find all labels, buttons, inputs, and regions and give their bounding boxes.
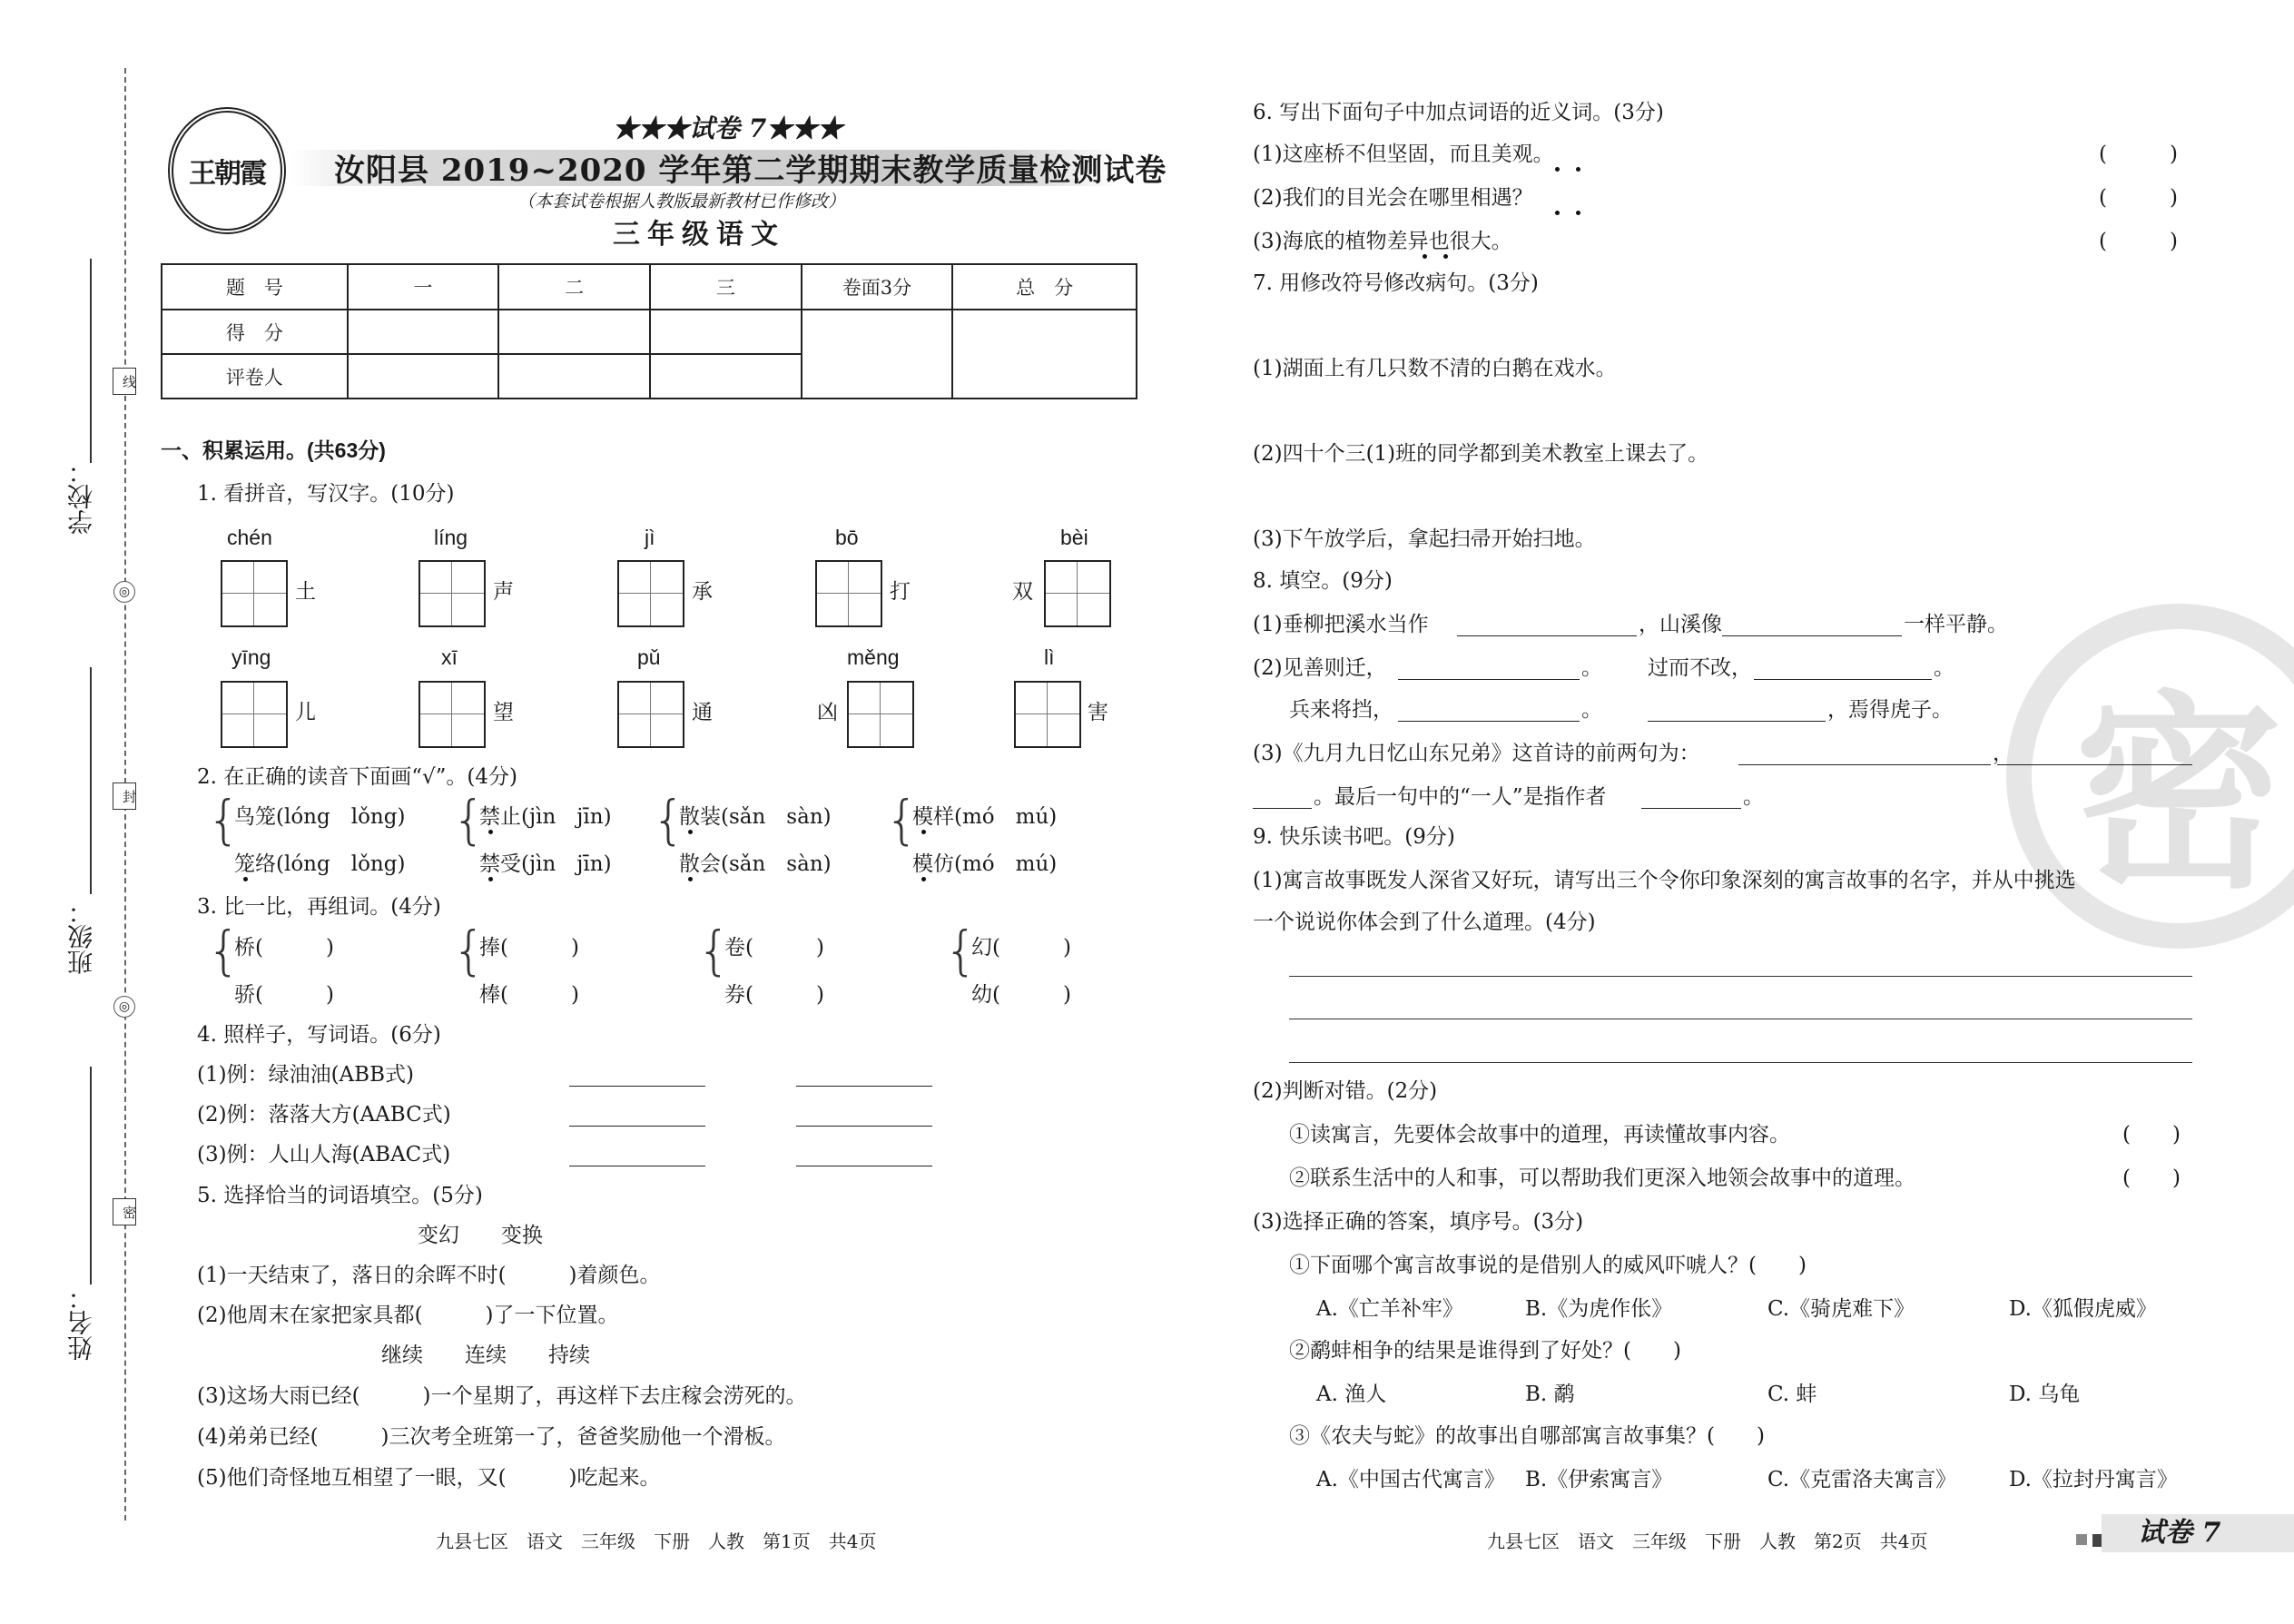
brace: { — [652, 789, 685, 851]
compare-item[interactable]: 桥( ) — [234, 936, 334, 960]
given-char: 声 — [493, 580, 514, 604]
question-9: 9. 快乐读书吧。(9分) — [1253, 825, 1455, 849]
given-char: 双 — [1012, 580, 1033, 604]
binding-mark-line: 线 — [113, 368, 136, 395]
compare-item[interactable]: 幻( ) — [971, 936, 1071, 960]
answer-blank[interactable] — [1398, 679, 1580, 680]
sick-sentence[interactable]: (3)下午放学后，拿起扫帚开始扫地。 — [1253, 527, 1596, 551]
example-item: (1)例：绿油油(ABB式) — [197, 1063, 414, 1087]
class-underline[interactable] — [90, 667, 92, 894]
binding-mark-secret: 密 — [113, 1198, 136, 1225]
sick-sentence[interactable]: (2)四十个三(1)班的同学都到美术教室上课去了。 — [1253, 442, 1709, 466]
pinyin: lì — [1044, 645, 1055, 669]
fill-text: 。 — [1581, 656, 1602, 680]
fill-text: 一样平静。 — [1904, 613, 2008, 636]
compare-item[interactable]: 骄( ) — [234, 983, 334, 1007]
fill-sentence[interactable]: (4)弟弟已经( )三次考全班第一了，爸爸奖励他一个滑板。 — [197, 1425, 786, 1449]
pinyin: pǔ — [637, 645, 661, 669]
question-1: 1. 看拼音，写汉字。(10分) — [197, 482, 455, 506]
score-cell[interactable] — [650, 310, 802, 354]
paper-series-tag: 试卷 7 — [2102, 1514, 2294, 1552]
fill-sentence[interactable]: (3)这场大雨已经( )一个星期了，再这样下去庄稼会涝死的。 — [197, 1384, 807, 1408]
given-char: 凶 — [817, 701, 838, 724]
name-label: 姓名： — [66, 1284, 96, 1361]
mc-option[interactable]: C.《克雷洛夫寓言》 — [1767, 1468, 1957, 1491]
score-row-label: 得 分 — [162, 310, 348, 354]
example-item: (2)例：落落大方(AABC式) — [197, 1103, 451, 1127]
mc-option[interactable]: D.《狐假虎威》 — [2009, 1297, 2157, 1321]
score-cell[interactable] — [650, 354, 802, 399]
binding-hole-icon: ◎ — [113, 581, 135, 603]
answer-blank[interactable] — [1754, 679, 1932, 680]
binding-mark-seal: 封 — [113, 782, 136, 810]
reading-option[interactable]: 禁受(jìn jīn) — [479, 852, 612, 876]
given-char: 通 — [692, 701, 713, 724]
class-label: 班级： — [66, 899, 96, 975]
reading-option[interactable]: 禁止(jìn jīn) — [479, 805, 612, 829]
publisher-logo: 王朝霞 — [168, 107, 286, 234]
emphasis-dot — [243, 877, 248, 881]
writing-grid[interactable] — [617, 560, 684, 627]
writing-grid[interactable] — [418, 681, 486, 748]
mc-question: ①下面哪个寓言故事说的是借别人的威风吓唬人？( ) — [1289, 1254, 1807, 1277]
page-footer: 九县七区 语文 三年级 下册 人教 第2页 共4页 — [1487, 1530, 1928, 1552]
binding-hole-icon: ◎ — [113, 996, 135, 1018]
answer-blank[interactable] — [1722, 635, 1902, 636]
score-cell[interactable] — [498, 310, 650, 354]
writing-grid[interactable] — [221, 560, 288, 627]
paper-subnote: （本套试卷根据人教版最新教材已作修改） — [517, 192, 846, 212]
question-6: 6. 写出下面句子中加点词语的近义词。(3分) — [1253, 101, 1664, 124]
reading-prompt: (1)寓言故事既发人深省又好玩，请写出三个令你印象深刻的寓言故事的名字，并从中挑选 — [1253, 869, 2076, 892]
fill-text: (3)《九月九日忆山东兄弟》这首诗的前两句为： — [1253, 742, 1700, 765]
given-char: 害 — [1088, 701, 1108, 724]
mc-option[interactable]: B.《为虎作伥》 — [1525, 1297, 1673, 1321]
mc-option[interactable]: A.《亡羊补牢》 — [1316, 1297, 1463, 1321]
sick-sentence[interactable]: (1)湖面上有几只数不清的白鹅在戏水。 — [1253, 357, 1617, 380]
fill-sentence[interactable]: (1)一天结束了，落日的余晖不时( )着颜色。 — [197, 1264, 661, 1287]
emphasis-dot — [1423, 254, 1427, 259]
sub-question: (2)判断对错。(2分) — [1253, 1079, 1438, 1103]
emphasis-dot — [1555, 167, 1560, 172]
synonym-item: (1)这座桥不但坚固，而且美观。 — [1253, 143, 1554, 166]
emphasis-dot — [1555, 211, 1560, 215]
mc-option[interactable]: C. 蚌 — [1767, 1383, 1817, 1406]
mc-option[interactable]: D.《拉封丹寓言》 — [2009, 1468, 2178, 1491]
mc-option[interactable]: B. 鹬 — [1525, 1383, 1575, 1406]
secret-seal-watermark: 密 — [2006, 604, 2294, 949]
writing-grid[interactable] — [221, 681, 288, 748]
sub-question: (3)选择正确的答案，填序号。(3分) — [1253, 1210, 1584, 1234]
score-cell[interactable] — [802, 310, 953, 399]
brace: { — [452, 789, 486, 851]
school-label: 学校： — [66, 458, 96, 535]
given-char: 打 — [890, 580, 911, 604]
writing-grid[interactable] — [1044, 560, 1111, 627]
emphasis-dot — [1443, 254, 1448, 259]
score-row-label: 评卷人 — [162, 354, 348, 399]
fill-sentence[interactable]: (2)他周末在家把家具都( )了一下位置。 — [197, 1304, 619, 1327]
answer-paren[interactable]: ( ) — [2099, 230, 2178, 253]
judge-item: ②联系生活中的人和事，可以帮助我们更深入地领会故事中的道理。 — [1289, 1166, 1915, 1190]
compare-item[interactable]: 卷( ) — [724, 936, 824, 960]
pinyin: měng — [847, 645, 900, 669]
school-underline[interactable] — [90, 259, 92, 463]
writing-grid[interactable] — [418, 560, 486, 627]
pinyin: yīng — [231, 645, 271, 669]
emphasis-dot — [488, 830, 493, 834]
paper-series: ★★★试卷 7★★★ — [613, 113, 843, 143]
reading-option[interactable]: 模仿(mó mú) — [912, 852, 1058, 876]
mc-option[interactable]: A.《中国古代寓言》 — [1316, 1468, 1505, 1491]
answer-blank[interactable] — [569, 1086, 705, 1087]
mc-option[interactable]: A. 渔人 — [1316, 1383, 1387, 1406]
score-header: 总 分 — [952, 264, 1137, 310]
reading-option[interactable]: 笼络(lóng lǒng) — [234, 852, 406, 876]
emphasis-dot — [488, 877, 493, 881]
example-item: (3)例：人山人海(ABAC式) — [197, 1143, 451, 1166]
question-2: 2. 在正确的读音下面画“√”。(4分) — [197, 765, 518, 789]
answer-blank[interactable] — [1738, 764, 1991, 765]
fill-text: (2)见善则迁， — [1253, 656, 1387, 680]
score-header: 二 — [498, 264, 650, 310]
fill-text: ，焉得虎子。 — [1827, 698, 1953, 722]
given-char: 土 — [295, 580, 316, 604]
given-char: 承 — [692, 580, 713, 604]
question-4: 4. 照样子，写词语。(6分) — [197, 1023, 441, 1047]
brace: { — [452, 920, 486, 981]
pinyin: chén — [227, 526, 272, 549]
reading-option[interactable]: 鸟笼(lóng lǒng) — [234, 805, 406, 829]
reading-option[interactable]: 散会(sǎn sàn) — [679, 852, 832, 876]
question-8: 8. 填空。(9分) — [1253, 569, 1393, 593]
brace: { — [944, 920, 978, 981]
brace: { — [207, 789, 241, 851]
emphasis-dot — [688, 877, 693, 881]
paper-grade: 三年级语文 — [613, 219, 785, 251]
score-cell[interactable] — [498, 354, 650, 399]
writing-grid[interactable] — [847, 681, 914, 748]
fill-text: 。 — [1743, 785, 1764, 809]
pinyin: xī — [441, 645, 458, 669]
mc-option[interactable]: B.《伊索寓言》 — [1525, 1468, 1673, 1491]
section-heading: 一、积累运用。(共63分) — [161, 438, 386, 462]
compare-item[interactable]: 幼( ) — [971, 983, 1071, 1007]
brace: { — [207, 920, 241, 981]
compare-item[interactable]: 棒( ) — [479, 983, 579, 1007]
answer-paren[interactable]: ( ) — [2099, 143, 2178, 166]
score-cell[interactable] — [348, 310, 499, 354]
paper-title: 汝阳县 2019~2020 学年第二学期期末教学质量检测试卷 — [334, 153, 1167, 189]
score-header: 一 — [348, 264, 499, 310]
score-header: 题 号 — [162, 264, 348, 310]
emphasis-dot — [921, 830, 926, 834]
emphasis-dot — [688, 830, 693, 834]
score-header: 卷面3分 — [802, 264, 953, 310]
answer-blank[interactable] — [796, 1126, 932, 1127]
writing-grid[interactable] — [1014, 681, 1081, 748]
given-char: 儿 — [295, 701, 316, 724]
brace: { — [697, 920, 731, 981]
fill-text: 。最后一句中的“一人”是指作者 — [1314, 785, 1607, 809]
brace: { — [885, 789, 919, 851]
score-header: 三 — [650, 264, 802, 310]
emphasis-dot — [1576, 167, 1580, 172]
compare-item[interactable]: 券( ) — [724, 983, 824, 1007]
page-footer: 九县七区 语文 三年级 下册 人教 第1页 共4页 — [436, 1530, 877, 1552]
reading-option[interactable]: 模样(mó mú) — [912, 805, 1058, 829]
writing-line[interactable] — [1289, 976, 2192, 977]
mc-question: ②鹬蚌相争的结果是谁得到了好处？( ) — [1289, 1339, 1681, 1363]
judge-paren[interactable]: ( ) — [2122, 1123, 2181, 1147]
compare-item[interactable]: 捧( ) — [479, 936, 579, 960]
answer-blank[interactable] — [1457, 635, 1637, 636]
answer-blank[interactable] — [1997, 764, 2192, 765]
score-cell[interactable] — [952, 310, 1137, 399]
fill-text: 。 — [1934, 656, 1954, 680]
judge-item: ①读寓言，先要体会故事中的道理，再读懂故事内容。 — [1289, 1123, 1790, 1147]
pinyin: jì — [645, 526, 655, 549]
fill-text: 。 — [1581, 698, 1602, 722]
answer-blank[interactable] — [1253, 808, 1312, 809]
answer-paren[interactable]: ( ) — [2099, 186, 2178, 210]
pinyin: líng — [434, 526, 468, 549]
synonym-item: (3)海底的植物差异也很大。 — [1253, 230, 1512, 253]
score-table — [161, 263, 1137, 399]
question-7: 7. 用修改符号修改病句。(3分) — [1253, 271, 1539, 295]
question-3: 3. 比一比，再组词。(4分) — [197, 895, 441, 919]
word-bank: 继续 连续 持续 — [381, 1343, 590, 1367]
pinyin: bèi — [1060, 526, 1088, 549]
reading-option[interactable]: 散装(sǎn sàn) — [679, 805, 832, 829]
writing-grid[interactable] — [617, 681, 684, 748]
answer-blank[interactable] — [796, 1086, 932, 1087]
fill-sentence[interactable]: (5)他们奇怪地互相望了一眼，又( )吃起来。 — [197, 1466, 661, 1490]
fill-text: ， — [1993, 742, 2013, 765]
answer-blank[interactable] — [1641, 808, 1741, 809]
tag-square — [2076, 1534, 2087, 1545]
answer-blank[interactable] — [1648, 721, 1826, 722]
emphasis-dot — [1576, 211, 1580, 215]
writing-grid[interactable] — [815, 560, 882, 627]
answer-blank[interactable] — [1398, 721, 1580, 722]
fill-text: ，山溪像 — [1639, 613, 1722, 636]
fill-text: 兵来将挡， — [1289, 698, 1393, 722]
pinyin: bō — [835, 526, 859, 549]
emphasis-dot — [921, 877, 926, 881]
word-bank: 变幻 变换 — [418, 1224, 543, 1247]
reading-prompt: 一个说说你体会到了什么道理。(4分) — [1253, 910, 1596, 934]
score-cell[interactable] — [348, 354, 499, 399]
given-char: 望 — [493, 701, 514, 724]
mc-question: ③《农夫与蛇》的故事出自哪部寓言故事集？( ) — [1289, 1424, 1765, 1448]
answer-blank[interactable] — [569, 1126, 705, 1127]
name-underline[interactable] — [90, 1067, 92, 1284]
synonym-item: (2)我们的目光会在哪里相遇？ — [1253, 186, 1533, 210]
judge-paren[interactable]: ( ) — [2122, 1166, 2181, 1190]
question-5: 5. 选择恰当的词语填空。(5分) — [197, 1184, 483, 1207]
fill-text: 过而不改， — [1648, 656, 1752, 680]
mc-option[interactable]: D. 乌龟 — [2009, 1383, 2081, 1406]
mc-option[interactable]: C.《骑虎难下》 — [1767, 1297, 1915, 1321]
writing-line[interactable] — [1289, 1062, 2192, 1063]
fill-text: (1)垂柳把溪水当作 — [1253, 613, 1429, 636]
